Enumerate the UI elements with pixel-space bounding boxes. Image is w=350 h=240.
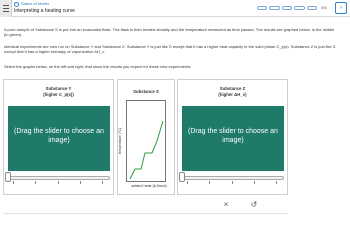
progress-segment (294, 6, 304, 10)
panel-title: Substance S (133, 89, 159, 94)
menu-icon-line (3, 5, 9, 6)
panel-substance-y (3, 79, 114, 195)
progress-segment (257, 6, 267, 10)
heating-curve-line (130, 121, 163, 179)
slider-tick (58, 181, 59, 184)
image-slider-track[interactable] (8, 176, 110, 180)
divider (3, 213, 288, 214)
panel-substance-z (177, 79, 288, 195)
slider-tick (209, 181, 210, 184)
slider-ticks (187, 181, 277, 185)
panel-title: Substance Y (45, 86, 72, 91)
progress-segment (282, 6, 292, 10)
image-slider-handle[interactable] (179, 172, 185, 182)
slider-prompt: (Drag the slider to choose an image) (14, 128, 104, 144)
slider-tick (276, 181, 277, 184)
image-slider-track[interactable] (182, 176, 284, 180)
lesson-title: Interpreting a heating curve (14, 8, 75, 14)
heating-curve-graph (126, 100, 166, 182)
panel-title: Substance Z (219, 86, 246, 91)
progress-segment (269, 6, 279, 10)
question-paragraph-3: Select the graphs below, on the left and right, that show the results you expect for these new experiments. (4, 64, 192, 69)
slider-ticks (13, 181, 103, 185)
question-paragraph-2: Identical experiments are now run on Substance Y and Substance Z. Substance Y is just like S except that it has a higher heat capacity in the solid phase C_p(s). Substance Z is just like S except that it has a higher enthalpy of vaporization ΔH_v. (4, 44, 336, 54)
y-axis-label: temperature (°C) (118, 127, 122, 155)
topic-category: States of Matter (21, 1, 50, 6)
panel-subtitle: (higher ΔH_v) (218, 92, 247, 97)
slider-tick (13, 181, 14, 184)
x-axis-label: added heat (kJ/mol) (131, 183, 167, 188)
menu-button[interactable] (0, 0, 12, 17)
panel-substance-s (117, 79, 175, 195)
panel-subtitle: (higher C_p(s)) (43, 92, 74, 97)
slider-tick (102, 181, 103, 184)
answer-actions (175, 197, 290, 213)
menu-icon-line (3, 8, 9, 9)
slider-tick (254, 181, 255, 184)
question-paragraph-1: A pure sample of Substance S is put into an evacuated flask. The flask is then heated steadily and the temperature measured as time passes. The results are graphed below, in the middle (in green). (4, 27, 335, 37)
progress-segment (307, 6, 317, 10)
progress-bar (257, 6, 317, 10)
slider-tick (35, 181, 36, 184)
slider-prompt: (Drag the slider to choose an image) (188, 128, 278, 144)
expand-button[interactable]: › (335, 2, 347, 14)
image-slider-handle[interactable] (5, 172, 11, 182)
status-circle-icon (14, 2, 19, 7)
top-bar (0, 0, 350, 17)
menu-icon-line (3, 11, 9, 12)
undo-button[interactable]: ↺ (250, 200, 258, 209)
slider-tick (80, 181, 81, 184)
image-choice-box (8, 106, 110, 171)
slider-tick (187, 181, 188, 184)
progress-label: 0/5 (321, 5, 327, 10)
image-choice-box (182, 106, 284, 171)
clear-button[interactable]: × (223, 200, 229, 209)
slider-tick (232, 181, 233, 184)
heating-curve-svg (127, 101, 167, 183)
